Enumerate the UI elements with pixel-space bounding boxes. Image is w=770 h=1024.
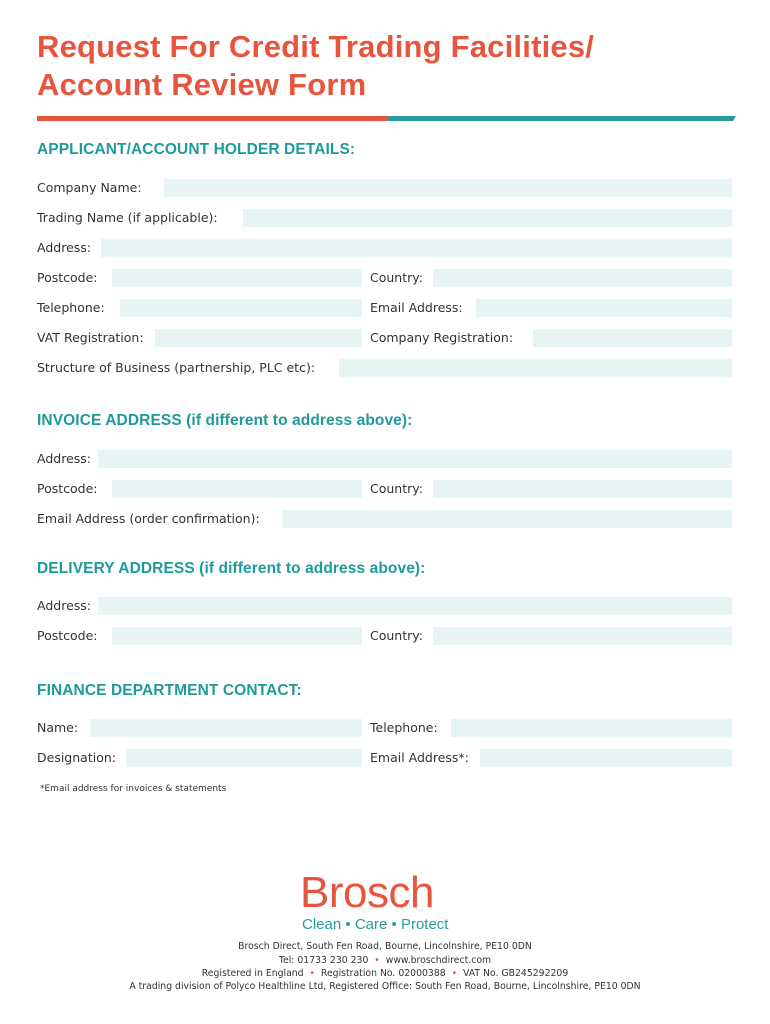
footer-registration	[0, 967, 770, 980]
header-rule-red	[37, 116, 389, 121]
header-rule-teal	[386, 116, 736, 121]
page-title	[37, 28, 737, 104]
footer-division: A trading division of Polyco Healthline Ltd, Registered Office: South Fen Road, Bourne, Lincolnshire, PE10 0DN	[129, 981, 641, 992]
trading-name-field[interactable]	[243, 209, 732, 227]
country-field[interactable]	[433, 269, 732, 287]
brand-tagline	[302, 916, 470, 934]
finance-telephone-label: Telephone:	[370, 720, 438, 735]
section-heading-delivery: DELIVERY ADDRESS (if different to address above):	[37, 560, 426, 577]
invoice-postcode-label: Postcode:	[37, 481, 98, 496]
finance-designation-field[interactable]	[126, 749, 362, 767]
finance-name-label: Name:	[37, 720, 79, 735]
tagline-protect: Protect	[400, 916, 449, 933]
tagline-separator-2: •	[391, 916, 397, 933]
invoice-address-label: Address:	[37, 451, 91, 466]
delivery-address-label: Address:	[37, 598, 91, 613]
footer-telephone: Tel: 01733 230 230	[278, 955, 369, 966]
vat-field[interactable]	[155, 329, 362, 347]
structure-field[interactable]	[339, 359, 732, 377]
finance-name-field[interactable]	[90, 719, 362, 737]
finance-email-label: Email Address*:	[370, 750, 469, 765]
footer-reg-no: Registration No. 02000388	[320, 968, 446, 979]
section-heading-finance: FINANCE DEPARTMENT CONTACT:	[37, 682, 302, 699]
footer-separator-2: •	[306, 968, 318, 979]
invoice-email-field[interactable]	[282, 510, 732, 528]
footer-vat-no: VAT No. GB245292209	[463, 968, 569, 979]
footer-separator-1: •	[371, 955, 383, 966]
finance-designation-label: Designation:	[37, 750, 116, 765]
country-label: Country:	[370, 270, 423, 285]
tagline-separator-1: •	[345, 916, 351, 933]
company-name-label: Company Name:	[37, 180, 142, 195]
invoice-country-label: Country:	[370, 481, 423, 496]
delivery-postcode-field[interactable]	[112, 627, 362, 645]
tagline-care: Care	[354, 916, 388, 933]
invoice-address-field[interactable]	[98, 450, 732, 468]
address-label: Address:	[37, 240, 91, 255]
structure-label: Structure of Business (partnership, PLC etc):	[37, 360, 316, 375]
brand-logo	[300, 870, 470, 934]
footer-address: Brosch Direct, South Fen Road, Bourne, Lincolnshire, PE10 0DN	[238, 941, 532, 952]
company-name-field[interactable]	[164, 179, 732, 197]
delivery-address-field[interactable]	[98, 597, 732, 615]
email-footnote: *Email address for invoices & statements	[40, 784, 227, 794]
title-line-2: Account Review Form	[37, 67, 367, 102]
postcode-label: Postcode:	[37, 270, 98, 285]
invoice-country-field[interactable]	[433, 480, 732, 498]
finance-email-field[interactable]	[480, 749, 732, 767]
invoice-email-label: Email Address (order confirmation):	[37, 511, 260, 526]
finance-telephone-field[interactable]	[451, 719, 732, 737]
section-heading-applicant: APPLICANT/ACCOUNT HOLDER DETAILS:	[37, 141, 356, 158]
address-field[interactable]	[101, 239, 732, 257]
delivery-postcode-label: Postcode:	[37, 628, 98, 643]
footer-website: www.broschdirect.com	[385, 955, 492, 966]
title-line-1: Request For Credit Trading Facilities/	[37, 29, 595, 64]
footer-contact	[0, 954, 770, 967]
delivery-country-label: Country:	[370, 628, 423, 643]
email-label: Email Address:	[370, 300, 463, 315]
footer-registered: Registered in England	[201, 968, 304, 979]
invoice-postcode-field[interactable]	[112, 480, 362, 498]
postcode-field[interactable]	[112, 269, 362, 287]
telephone-field[interactable]	[120, 299, 362, 317]
company-registration-label: Company Registration:	[370, 330, 514, 345]
section-heading-invoice: INVOICE ADDRESS (if different to address above):	[37, 412, 413, 429]
vat-label: VAT Registration:	[37, 330, 144, 345]
delivery-country-field[interactable]	[433, 627, 732, 645]
trading-name-label: Trading Name (if applicable):	[37, 210, 218, 225]
tagline-clean: Clean	[302, 916, 342, 933]
footer-separator-3: •	[448, 968, 461, 979]
company-registration-field[interactable]	[533, 329, 732, 347]
email-field[interactable]	[476, 299, 732, 317]
brand-name: Brosch	[300, 868, 434, 917]
telephone-label: Telephone:	[37, 300, 105, 315]
